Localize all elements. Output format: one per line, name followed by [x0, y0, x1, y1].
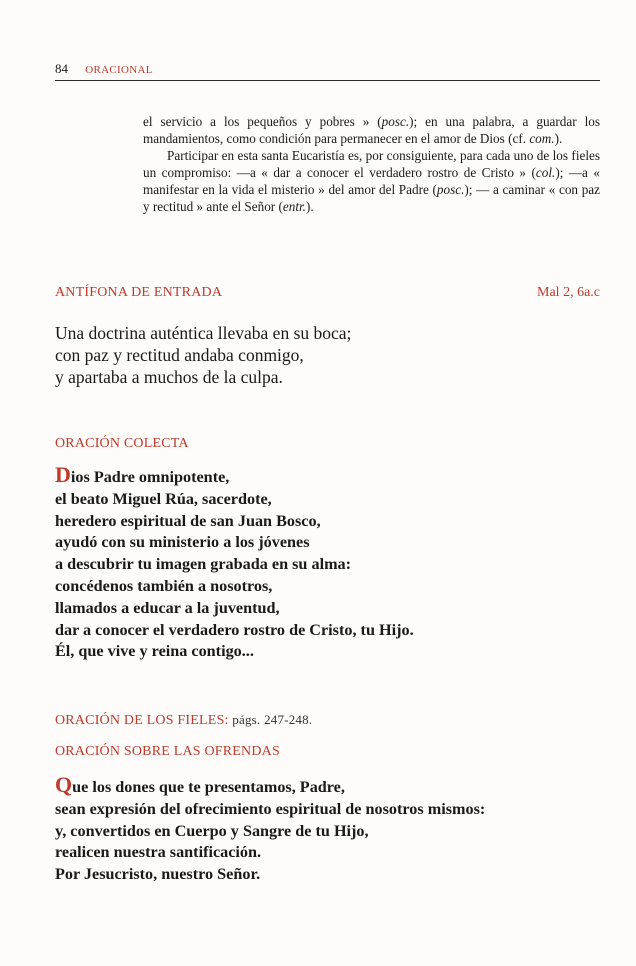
text-run: ); — a caminar « con paz y rectitud » ante el Señor ( — [143, 182, 601, 214]
text-run: Participar en esta santa Eucaristía es, por consiguiente, para cada uno de los fieles un compromiso: —a « dar a conocer el verdadero rostro de Cristo » ( — [143, 148, 600, 180]
page-number: 84 — [55, 61, 68, 76]
prayer-line: dar a conocer el verdadero rostro de Cristo, tu Hijo. — [55, 620, 414, 639]
abbreviation: com. — [529, 131, 555, 146]
entrance-antiphon-title: ANTÍFONA DE ENTRADA — [55, 285, 223, 300]
offerings-prayer — [55, 774, 600, 886]
prayer-line: heredero espiritual de san Juan Bosco, — [55, 511, 321, 530]
prayer-of-faithful-reference — [55, 712, 312, 729]
prayer-line: ios Padre omnipotente, — [70, 468, 230, 486]
text-run: ). — [554, 131, 563, 146]
text-run: ). — [305, 199, 314, 214]
antiphon-line: Una doctrina auténtica llevaba en su boca; — [55, 323, 352, 343]
prayer-line: concédenos también a nosotros, — [55, 576, 273, 595]
antiphon-line: y apartaba a muchos de la culpa. — [55, 367, 283, 387]
pages-range: 247-248. — [264, 712, 313, 727]
intro-paragraph-1 — [143, 113, 600, 147]
prayer-line: a descubrir tu imagen grabada en su alma: — [55, 555, 352, 574]
entrance-antiphon-text — [55, 322, 600, 388]
abbreviation: entr. — [282, 199, 306, 214]
text-run: ); en una palabra, a guardar los mandamientos, como condición para permanecer en el amor de Dios (cf. — [143, 114, 600, 146]
text-run: el servicio a los pequeños y pobres » ( — [143, 114, 382, 129]
abbreviation: posc. — [381, 114, 410, 129]
pages-abbreviation: págs. — [232, 712, 261, 727]
drop-cap: Q — [55, 772, 73, 797]
antiphon-line: con paz y rectitud andaba conmigo, — [55, 345, 304, 365]
intro-paragraph-2 — [143, 147, 600, 215]
collect-prayer — [55, 464, 600, 663]
running-header — [55, 62, 600, 81]
intro-text — [143, 113, 600, 215]
prayer-line: el beato Miguel Rúa, sacerdote, — [55, 489, 272, 508]
collect-title: ORACIÓN COLECTA — [55, 436, 189, 451]
prayer-line: llamados a educar a la juventud, — [55, 598, 280, 617]
abbreviation: posc. — [436, 182, 465, 197]
prayer-line: ayudó con su ministerio a los jóvenes — [55, 533, 310, 552]
faithful-title: ORACIÓN DE LOS FIELES: — [55, 713, 229, 728]
prayer-line: y, convertidos en Cuerpo y Sangre de tu Hijo, — [55, 821, 369, 840]
prayer-first-line — [55, 464, 600, 489]
prayer-line: ue los dones que te presentamos, Padre, — [72, 778, 345, 796]
offerings-title: ORACIÓN SOBRE LAS OFRENDAS — [55, 744, 280, 759]
drop-cap: D — [55, 462, 71, 487]
abbreviation: col. — [535, 165, 556, 180]
prayer-line: Por Jesucristo, nuestro Señor. — [55, 865, 261, 884]
text-run: ); —a « manifestar en la vida el misterio » del amor del Padre ( — [143, 165, 600, 197]
running-title: ORACIONAL — [85, 64, 153, 76]
entrance-antiphon-reference: Mal 2, 6a.c — [537, 285, 600, 300]
prayer-first-line — [55, 774, 600, 799]
prayer-line: sean expresión del ofrecimiento espiritual de nosotros mismos: — [55, 799, 486, 818]
prayer-line: Él, que vive y reina contigo... — [55, 642, 254, 661]
prayer-line: realicen nuestra santificación. — [55, 843, 262, 862]
